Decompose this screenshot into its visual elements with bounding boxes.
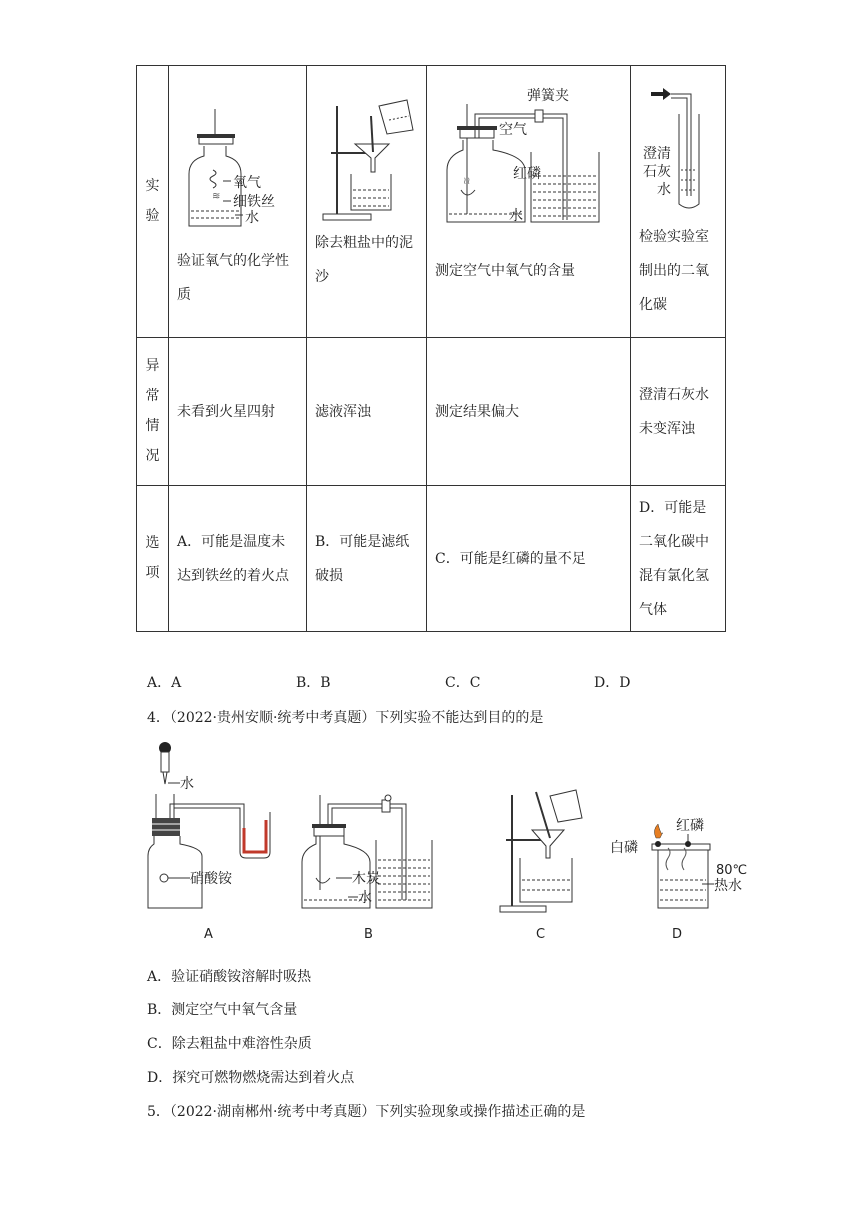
limewater-test-figure (639, 70, 719, 220)
cell-experiment-d (631, 66, 726, 338)
filtration-figure (315, 96, 419, 226)
label-air: 空气 (499, 122, 527, 138)
label-white-phosphorus: 白磷 (610, 840, 638, 856)
svg-text:≋: ≋ (212, 191, 221, 202)
cell-experiment-b (307, 66, 427, 338)
option-a: A．可能是温度未达到铁丝的着火点 (169, 486, 307, 632)
caption-b: B (364, 927, 373, 942)
figure-d (610, 817, 747, 942)
label-lime: 石灰 (643, 164, 671, 180)
label-ammonium-nitrate: 硝酸铵 (190, 871, 232, 887)
label-temperature: 80℃ (716, 863, 748, 878)
q4-choice-d[interactable]: D．探究可燃物燃烧需达到着火点 (147, 1070, 355, 1086)
option-d: D．可能是二氧化碳中混有氯化氢气体 (631, 486, 726, 632)
cell-experiment-a (169, 66, 307, 338)
oxygen-content-figure (435, 84, 621, 254)
experiment-d-text: 检验实验室制出的二氧化碳 (639, 229, 709, 313)
label-water-d: 水 (657, 182, 671, 198)
label-clear: 澄清 (643, 146, 671, 162)
cell-experiment-c (427, 66, 631, 338)
experiment-a-text: 验证氧气的化学性质 (177, 253, 289, 303)
experiment-b-text: 除去粗盐中的泥沙 (315, 235, 413, 285)
q5-stem: 5．（2022·湖南郴州·统考中考真题）下列实验现象或操作描述正确的是 (147, 1104, 586, 1120)
q4-figures (140, 740, 760, 945)
label-water-c: 水 (509, 208, 523, 224)
label-a-water: 水 (180, 776, 194, 792)
row-header-label: 实 验 (145, 177, 160, 224)
label-iron-wire: 细铁丝 (233, 194, 275, 210)
anomaly-c: 测定结果偏大 (427, 338, 631, 486)
figure-b (302, 795, 432, 942)
table-row-option (137, 486, 726, 632)
row-header-experiment (137, 66, 169, 338)
q4-choice-b[interactable]: B．测定空气中氧气含量 (147, 1002, 298, 1018)
caption-d: D (672, 927, 683, 942)
q3-choice-c[interactable]: C．C (445, 675, 481, 691)
label-oxygen: 氧气 (233, 175, 261, 191)
row-header-option (137, 486, 169, 632)
label-water: 水 (245, 210, 259, 226)
label-charcoal: 木炭 (352, 871, 380, 887)
row-header-label: 异 常 情 况 (145, 357, 160, 464)
figure-c (500, 790, 582, 942)
table-row-anomaly (137, 338, 726, 486)
caption-a: A (204, 927, 213, 942)
label-red-phosphorus: 红磷 (513, 166, 541, 182)
anomaly-b: 滤液浑浊 (307, 338, 427, 486)
row-header-anomaly (137, 338, 169, 486)
q3-choice-b[interactable]: B．B (296, 675, 331, 691)
q3-choice-d[interactable]: D．D (594, 675, 631, 691)
label-b-water: 水 (358, 890, 372, 906)
experiment-c-text: 测定空气中氧气的含量 (435, 263, 575, 279)
anomaly-a: 未看到火星四射 (169, 338, 307, 486)
row-header-label: 选 项 (145, 534, 160, 581)
option-b: B．可能是滤纸破损 (307, 486, 427, 632)
q4-stem: 4．（2022·贵州安顺·统考中考真题）下列实验不能达到目的的是 (147, 710, 544, 726)
q4-choice-c[interactable]: C．除去粗盐中难溶性杂质 (147, 1036, 312, 1052)
experiment-table (136, 65, 726, 632)
iron-wire-oxygen-figure (177, 74, 299, 244)
option-c: C．可能是红磷的量不足 (427, 486, 631, 632)
anomaly-d: 澄清石灰水未变浑浊 (631, 338, 726, 486)
caption-c: C (536, 927, 546, 942)
svg-text:≀≀: ≀≀ (463, 176, 471, 187)
table-row-experiment (137, 66, 726, 338)
q3-choice-a[interactable]: A．A (147, 675, 182, 691)
label-spring-clip: 弹簧夹 (527, 88, 569, 104)
figure-a (148, 742, 270, 942)
label-hot-water: 热水 (714, 878, 742, 894)
label-red-phosphorus-d: 红磷 (676, 818, 704, 834)
q4-choice-a[interactable]: A．验证硝酸铵溶解时吸热 (147, 969, 312, 985)
